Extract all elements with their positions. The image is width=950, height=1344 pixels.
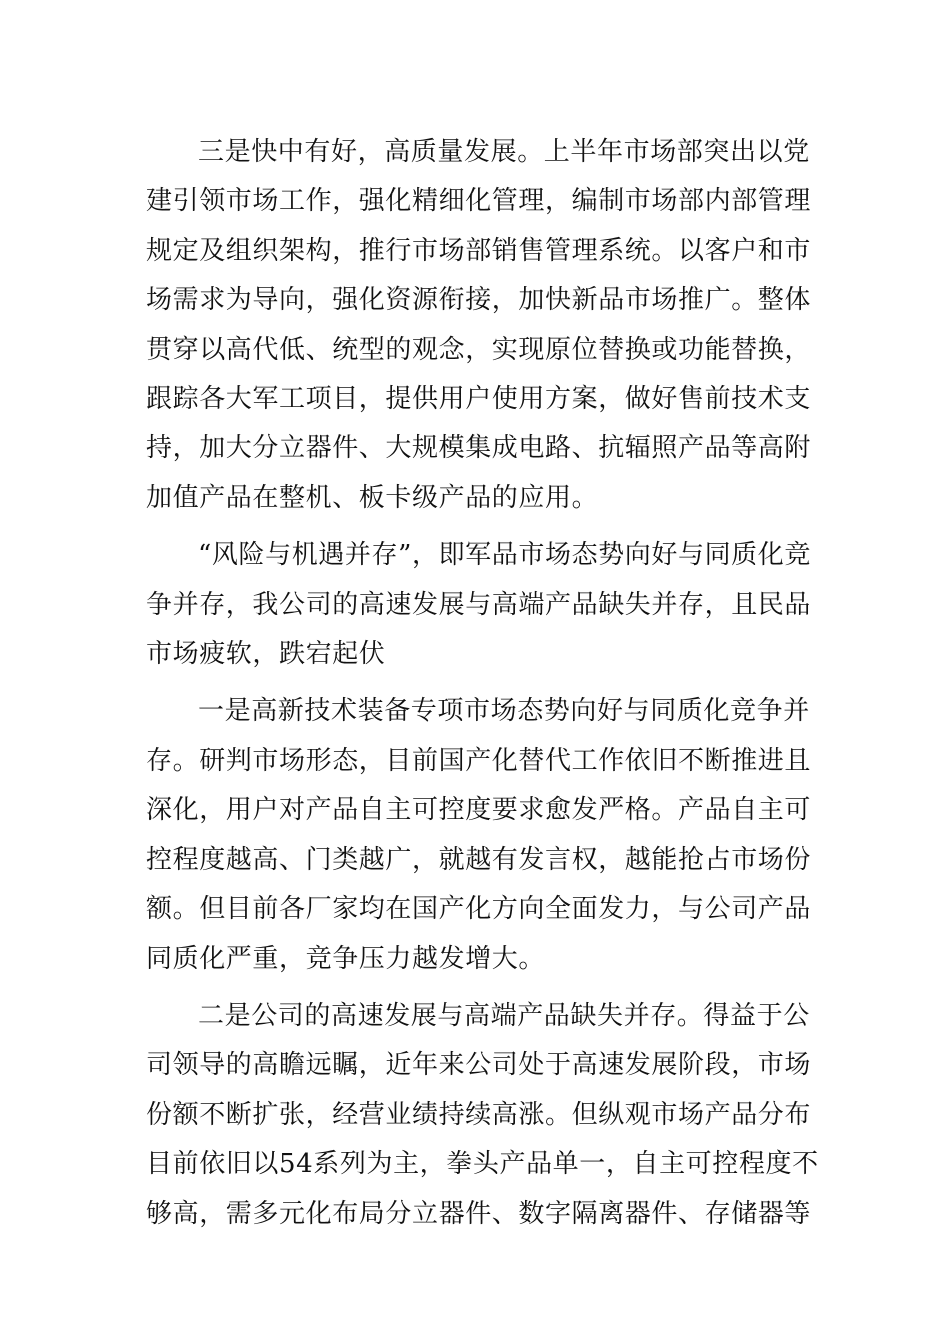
text-line: 持，加大分立器件、大规模集成电路、抗辐照产品等高附 <box>146 433 812 464</box>
text-line: 存。研判市场形态，目前国产化替代工作依旧不断推进且 <box>146 745 812 776</box>
text-line: “风险与机遇并存”，即军品市场态势向好与同质化竞 <box>198 540 811 571</box>
text-line: 跟踪各大军工项目，提供用户使用方案，做好售前技术支 <box>146 384 812 415</box>
text-line: 争并存，我公司的高速发展与高端产品缺失并存，且民品 <box>146 589 812 620</box>
text-line: 控程度越高、门类越广，就越有发言权，越能抢占市场份 <box>146 844 812 875</box>
text-line: 贯穿以高代低、统型的观念，实现原位替换或功能替换， <box>146 334 812 365</box>
text-line: 场需求为导向，强化资源衔接，加快新品市场推广。整体 <box>146 285 812 316</box>
paragraph-rapid-development <box>146 992 819 1239</box>
text-line: 加值产品在整机、板卡级产品的应用。 <box>146 482 599 513</box>
text-line: 够高，需多元化布局分立器件、数字隔离器件、存储器等 <box>146 1198 812 1229</box>
paragraph-quality-development <box>146 128 810 523</box>
text-line: 额。但目前各厂家均在国产化方向全面发力，与公司产品 <box>146 894 812 925</box>
paragraph-risk-opportunity <box>146 531 810 679</box>
text-line: 份额不断扩张，经营业绩持续高涨。但纵观市场产品分布 <box>146 1099 812 1130</box>
text-line: 目前依旧以54系列为主，拳头产品单一，自主可控程度不 <box>146 1149 819 1180</box>
text-line: 一是高新技术装备专项市场态势向好与同质化竞争并 <box>198 696 810 727</box>
text-line: 深化，用户对产品自主可控度要求愈发严格。产品自主可 <box>146 795 812 826</box>
text-line: 建引领市场工作，强化精细化管理，编制市场部内部管理 <box>146 186 812 217</box>
text-line: 司领导的高瞻远瞩，近年来公司处于高速发展阶段，市场 <box>146 1050 812 1081</box>
text-line: 三是快中有好，高质量发展。上半年市场部突出以党 <box>198 137 810 167</box>
document-page <box>146 128 819 1239</box>
paragraph-market-competition <box>146 687 810 983</box>
text-line: 市场疲软，跌宕起伏 <box>146 639 386 670</box>
text-line: 规定及组织架构，推行市场部销售管理系统。以客户和市 <box>146 235 812 266</box>
text-line: 同质化严重，竞争压力越发增大。 <box>146 943 546 974</box>
text-line: 二是公司的高速发展与高端产品缺失并存。得益于公 <box>198 1000 810 1031</box>
